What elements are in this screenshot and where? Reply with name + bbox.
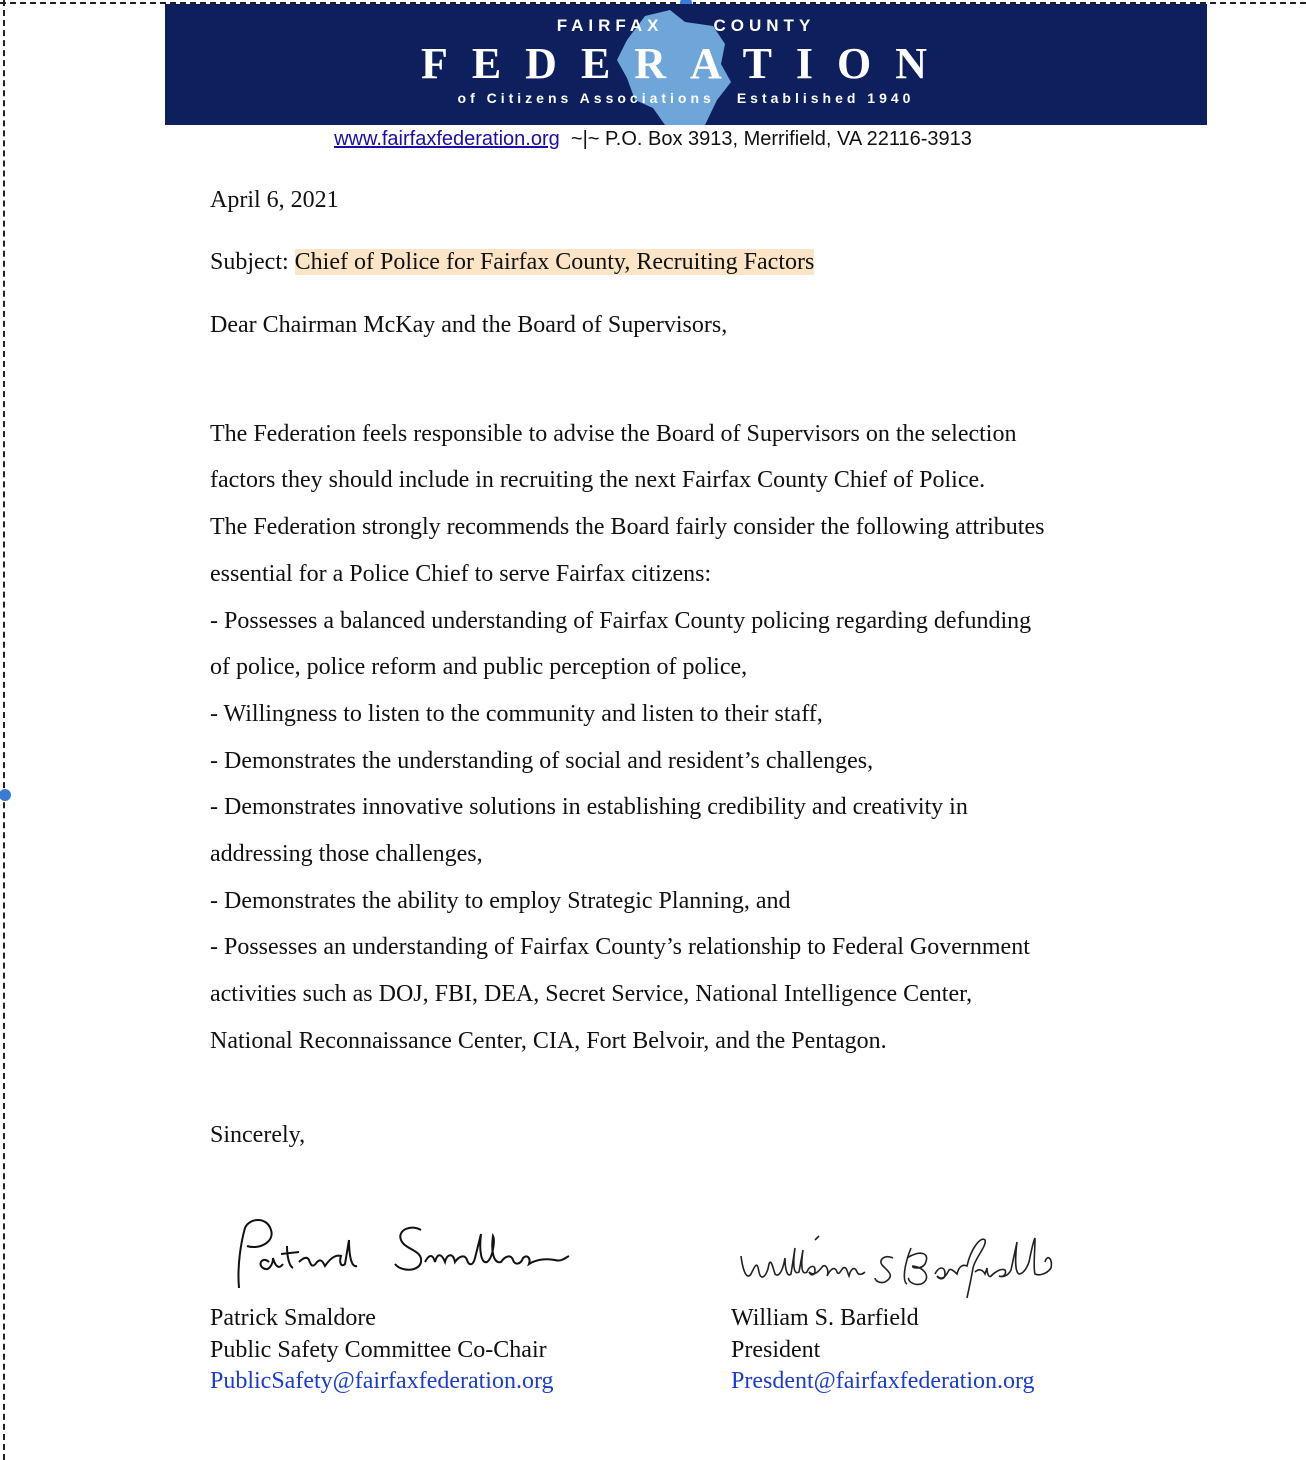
banner-fairfax-text: FAIRFAX [556,16,664,35]
body-line: The Federation strongly recommends the Board fairly consider the following attributes [210,514,1045,540]
body-line: - Demonstrates the ability to employ Strategic Planning, and [210,888,791,914]
body-line: - Possesses an understanding of Fairfax County’s relationship to Federal Government [210,934,1030,960]
signatory-email-link[interactable]: Presdent@fairfaxfederation.org [731,1368,1035,1394]
banner-citizens-text: of Citizens Associations [457,90,715,106]
letterhead-banner [165,4,1207,125]
subject-label: Subject: [210,249,295,275]
website-link[interactable]: www.fairfaxfederation.org [334,128,560,150]
banner-tagline [165,90,1207,106]
signatory-name: William S. Barfield [731,1305,919,1331]
signatory-email-link[interactable]: PublicSafety@fairfaxfederation.org [210,1368,554,1394]
selection-border-left [3,0,5,1460]
subject-text: Chief of Police for Fairfax County, Recruiting Factors [294,249,815,275]
signatory-name: Patrick Smaldore [210,1305,376,1331]
banner-county-text: COUNTY [713,16,816,35]
body-line: essential for a Police Chief to serve Fairfax citizens: [210,561,712,587]
body-line: The Federation feels responsible to advise the Board of Supervisors on the selection [210,421,1017,447]
letter-date: April 6, 2021 [210,187,339,213]
body-line: factors they should include in recruiting the next Fairfax County Chief of Police. [210,467,986,493]
body-line: of police, police reform and public perception of police, [210,654,748,680]
body-line: National Reconnaissance Center, CIA, Fort Belvoir, and the Pentagon. [210,1028,887,1054]
banner-federation-title: FEDERATION [420,39,952,88]
body-line: - Possesses a balanced understanding of Fairfax County policing regarding defunding [210,608,1032,634]
body-line: - Demonstrates the understanding of social and resident’s challenges, [210,748,874,774]
signature-william-barfield [735,1228,1065,1308]
letter-subject [210,247,814,277]
letter-closing: Sincerely, [210,1122,306,1148]
signature-patrick-smaldore [225,1210,585,1300]
resize-handle-left[interactable] [0,788,12,802]
letter-salutation: Dear Chairman McKay and the Board of Supervisors, [210,312,728,338]
signatory-title: President [731,1337,821,1363]
body-line: - Demonstrates innovative solutions in establishing credibility and creativity in [210,794,968,820]
body-line: addressing those challenges, [210,841,483,867]
banner-established-text: Established 1940 [736,90,915,106]
postal-address: ~|~ P.O. Box 3913, Merrifield, VA 22116-3913 [570,128,972,150]
body-line: activities such as DOJ, FBI, DEA, Secret Service, National Intelligence Center, [210,981,973,1007]
banner-county-line [165,16,1207,36]
signatory-title: Public Safety Committee Co-Chair [210,1337,547,1363]
contact-line [0,128,1306,151]
body-line: - Willingness to listen to the community and listen to their staff, [210,701,823,727]
